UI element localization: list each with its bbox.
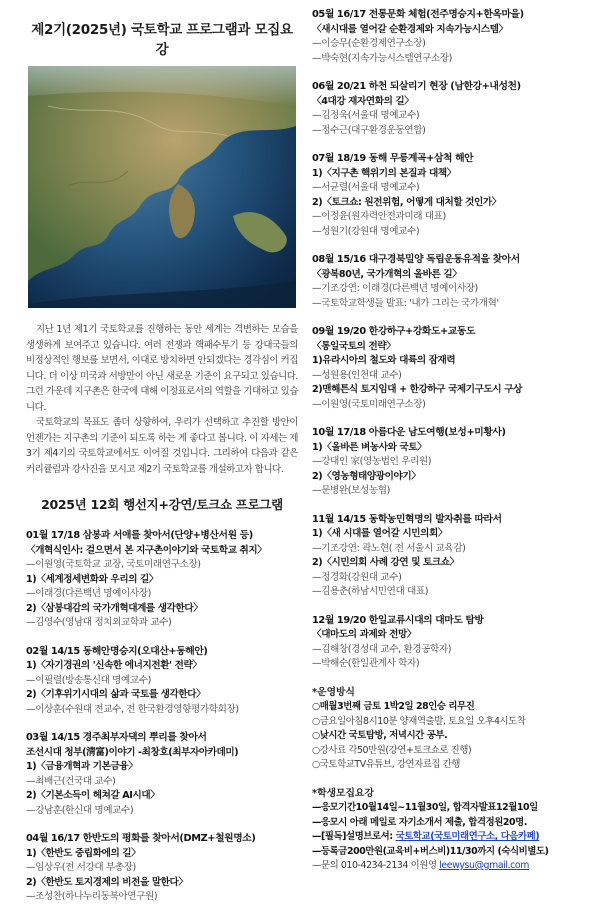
session-heading: 05월 16/17 전통문화 체험(전주명승지+한옥마을)	[312, 9, 524, 20]
session-block	[26, 529, 298, 631]
session-speaker: —정경화(강원대 교수)	[312, 571, 402, 583]
session-topic: 2)〈기후위기시대의 삶과 국토를 생각한다〉	[26, 689, 206, 700]
session-heading: 03월 14/15 경주최부자댁의 뿌리를 찾아서	[26, 732, 207, 743]
session-speaker: —이래경(다른백년 명예이사장)	[26, 588, 151, 599]
session-block	[312, 513, 594, 600]
session-speaker: —박해순(한일관계사 학자)	[312, 658, 420, 669]
recruit-period: —응모기간10월14일~11월30일, 합격자발표12월10일	[312, 802, 538, 813]
session-heading: 10월 17/18 아름다운 남도여행(보성+미황사)	[312, 427, 506, 438]
recruit-contact-label: —문의 010-4234-2134 이원영	[312, 860, 440, 871]
session-heading: 01월 17/18 삼봉과 서애를 찾아서(단양+병산서원 등)	[26, 530, 253, 541]
recruit-heading: *학생모집요강	[312, 787, 374, 799]
right-column	[312, 8, 594, 874]
session-speaker: —정수근(대구환경운동연합)	[312, 124, 426, 136]
session-speaker: —이상훈(수원대 전교수, 전 한국환경영향평가학회장)	[26, 703, 239, 715]
session-topic: 〈개혁식인사: 걸으면서 본 지구촌이야기와 국토학교 취지〉	[26, 544, 267, 556]
session-block	[312, 426, 594, 499]
session-topic: 〈광복80년, 국가개혁의 올바른 길〉	[312, 268, 462, 280]
session-topic: 1)〈한반도 중립화에의 길〉	[26, 847, 141, 859]
intro-text	[26, 322, 298, 477]
session-heading: 07월 18/19 동해 무릉계곡+삼척 해안	[312, 153, 474, 164]
session-speaker: —김해창(경성대 교수, 환경공학자)	[312, 643, 452, 655]
left-column	[26, 18, 298, 919]
recruit-contact	[312, 859, 594, 874]
recruit-brochure-label: —[필독]설명브로셔:	[312, 831, 396, 842]
session-heading: 04월 16/17 한반도의 평화를 찾아서(DMZ+철원명소)	[26, 833, 256, 844]
left-session-list	[26, 529, 298, 905]
session-speaker: —임상우(전 서강대 부총장)	[26, 862, 136, 873]
session-speaker: —서균렬(서울대 명예교수)	[312, 182, 420, 193]
session-block	[26, 645, 298, 718]
session-topic: 2)〈토크쇼: 원전위험, 어떻게 대처할 것인가〉	[312, 196, 501, 208]
program-title: 2025년 12회 행선지+강연/토크쇼 프로그램	[41, 497, 283, 512]
session-block	[312, 614, 594, 672]
session-block	[312, 80, 594, 138]
session-speaker: —이승무(순환경제연구소장)	[312, 38, 426, 49]
session-block	[312, 8, 594, 66]
session-topic: 2)맨해튼식 토지임대 + 한강하구 국제기구도시 구상	[312, 384, 522, 395]
session-speaker: —조성찬(하나누리동북아연구원)	[26, 891, 158, 902]
session-heading: 12월 19/20 한일교류시대의 대마도 탐방	[312, 614, 484, 626]
intro-paragraph: 국토학교의 목표도 좀더 상향하여, 우리가 선택하고 추진할 방안이 언젠가는 지구촌의 기준이 되도록 하는 게 좋다고 봅니다. 이 자세는 제3기 제4기의 국토학교에서도 이어질 것입니다. 그리하여 다음과 같은 커리큘럼과 강사진을 모시고 제2기 국토학교를 개설하고자 합니다.	[26, 417, 298, 475]
recruit-brochure	[312, 830, 594, 845]
session-topic: 1)〈지구촌 핵위기의 본질과 대책〉	[312, 167, 456, 179]
session-speaker: —기조강연: 이래경(다른백년 명예이사장)	[312, 283, 478, 294]
session-speaker: —강대인 家(영농법인 우리원)	[312, 456, 432, 467]
recruit-submission: —응모시 아래 메일로 자기소개서 제출, 합격정원20명.	[312, 816, 527, 828]
operation-item: ○금요일아침8시10분 양재역출발, 토요일 오후4시도착	[312, 715, 526, 727]
operation-section	[312, 686, 594, 773]
session-speaker: —김용춘(하남시민연대 대표)	[312, 586, 429, 597]
session-heading: 08월 15/16 대구경북밀양 독립운동유적을 찾아서	[312, 254, 520, 265]
session-speaker: —기조강연: 곽노현( 전 서울시 교육감)	[312, 542, 466, 554]
session-speaker: —성원기(강원대 명예교수)	[312, 225, 420, 237]
session-speaker: —국토학교학생들 발표: '내가 그리는 국가개혁'	[312, 297, 499, 309]
session-speaker: —이원영(국토미래연구소장)	[312, 398, 426, 410]
session-speaker: —이정윤(원자력안전과미래 대표)	[312, 211, 446, 222]
session-speaker: —성원용(인천대 교수)	[312, 369, 402, 381]
session-block	[26, 731, 298, 818]
session-speaker: —박숙현(지속가능시스템연구소장)	[312, 52, 453, 64]
session-topic: 〈새시대를 열어갈 순환경제와 지속가능시스템〉	[312, 23, 508, 35]
session-speaker: —김정욱(서울대 명예교수)	[312, 110, 420, 121]
intro-paragraph: 지난 1년 제1기 국토학교를 진행하는 동안 세계는 격변하는 모습을 생생하게 보여주고 있습니다. 여러 전쟁과 핵패수투기 등 강대국들의 비정상적인 행보를 보면서, 이대로 방치하면 안되겠다는 경각심이 커집니다. 더 이상 미국과 서방만이 아닌 새로운 기준이 요구되고 있습니다. 그런 가운데 지구촌은 한국에 대해 이정표로서의 역할을 기대하고 있습니다.	[26, 324, 298, 413]
session-topic: 〈통일국토의 전략〉	[312, 340, 396, 352]
session-heading: 06월 20/21 하천 되살리기 현장 (남한강+내성천)	[312, 81, 521, 92]
operation-item: ○국토학교TV유튜브, 강연자료집 간행	[312, 759, 461, 770]
recruit-fee: —등록금200만원(교육비+버스비)11/30까지 (숙식비별도)	[312, 845, 549, 857]
session-topic: 2)〈시민의회 사례 강연 및 토크쇼〉	[312, 557, 459, 568]
session-block	[312, 325, 594, 412]
session-heading: 09월 19/20 한강하구+강화도+교동도	[312, 326, 476, 337]
session-speaker: —김영수(영남대 정치외교학과 교수)	[26, 617, 172, 628]
right-session-list	[312, 8, 594, 672]
brochure-link[interactable]: 국토학교(국토미래연구소, 다음카페)	[395, 831, 540, 842]
session-topic: 2)〈영농형태양광이야기〉	[312, 470, 421, 482]
session-block	[312, 152, 594, 239]
session-block	[312, 253, 594, 311]
session-heading: 11월 14/15 동학농민혁명의 발자취를 따라서	[312, 513, 502, 525]
session-heading: 02월 14/15 동해안명승지(오대산+동해안)	[26, 645, 208, 657]
globe-illustration	[28, 66, 296, 308]
session-topic: 1)〈새 시대를 열어갈 시민의회〉	[312, 528, 448, 539]
operation-heading: *운영방식	[312, 686, 355, 698]
globe-satellite-image	[28, 66, 296, 308]
session-block	[26, 832, 298, 905]
session-speaker: —이원영(국토학교 교장, 국토미래연구소장)	[26, 559, 201, 570]
session-speaker: —강남훈(한신대 명예교수)	[26, 804, 134, 816]
session-speaker: —최배근(건국대 교수)	[26, 775, 116, 787]
document-title: 제2기(2025년) 국토학교 프로그램과 모집요강	[31, 22, 293, 58]
session-topic: 〈4대강 재자연화의 길〉	[312, 95, 414, 107]
session-topic: 1)〈금융개혁과 기본금융〉	[26, 761, 138, 772]
email-link[interactable]: leewysu@gmail.com	[439, 860, 529, 871]
session-topic: 1)유라시아의 철도와 대륙의 잠재력	[312, 355, 456, 366]
operation-item: ○매월3번째 금토 1박2일 28인승 리무진	[312, 701, 475, 712]
session-topic: 1)〈자기경권의 '신속한 에너지전환' 전략〉	[26, 660, 202, 671]
session-topic: 〈대마도의 과제와 전망〉	[312, 629, 417, 640]
recruit-section	[312, 787, 594, 874]
session-topic: 2)〈삼봉대감의 국가개혁대계를 생각한다〉	[26, 602, 203, 614]
operation-item: ○낮시간 국토탐방, 저녁시간 공부.	[312, 730, 448, 741]
session-speaker: —문병완(보성농협)	[312, 485, 390, 496]
session-topic: 1)〈올바른 벼농사와 국토〉	[312, 441, 427, 453]
session-speaker: —이필렬(방송통신대 명예교수)	[26, 674, 151, 686]
session-topic: 1)〈세계정세변화와 우리의 길〉	[26, 573, 159, 585]
session-topic: 조선시대 청부(淸富)이야기 -최창호(최부자아카데미)	[26, 746, 239, 758]
session-topic: 2)〈한반도 토지경제의 비전을 말한다〉	[26, 876, 188, 888]
session-topic: 2)〈기본소득이 헤쳐갈 AI시대〉	[26, 790, 160, 801]
operation-item: ○강사료 각50만원(강연+토크쇼로 진행)	[312, 744, 472, 756]
operation-list	[312, 700, 594, 773]
